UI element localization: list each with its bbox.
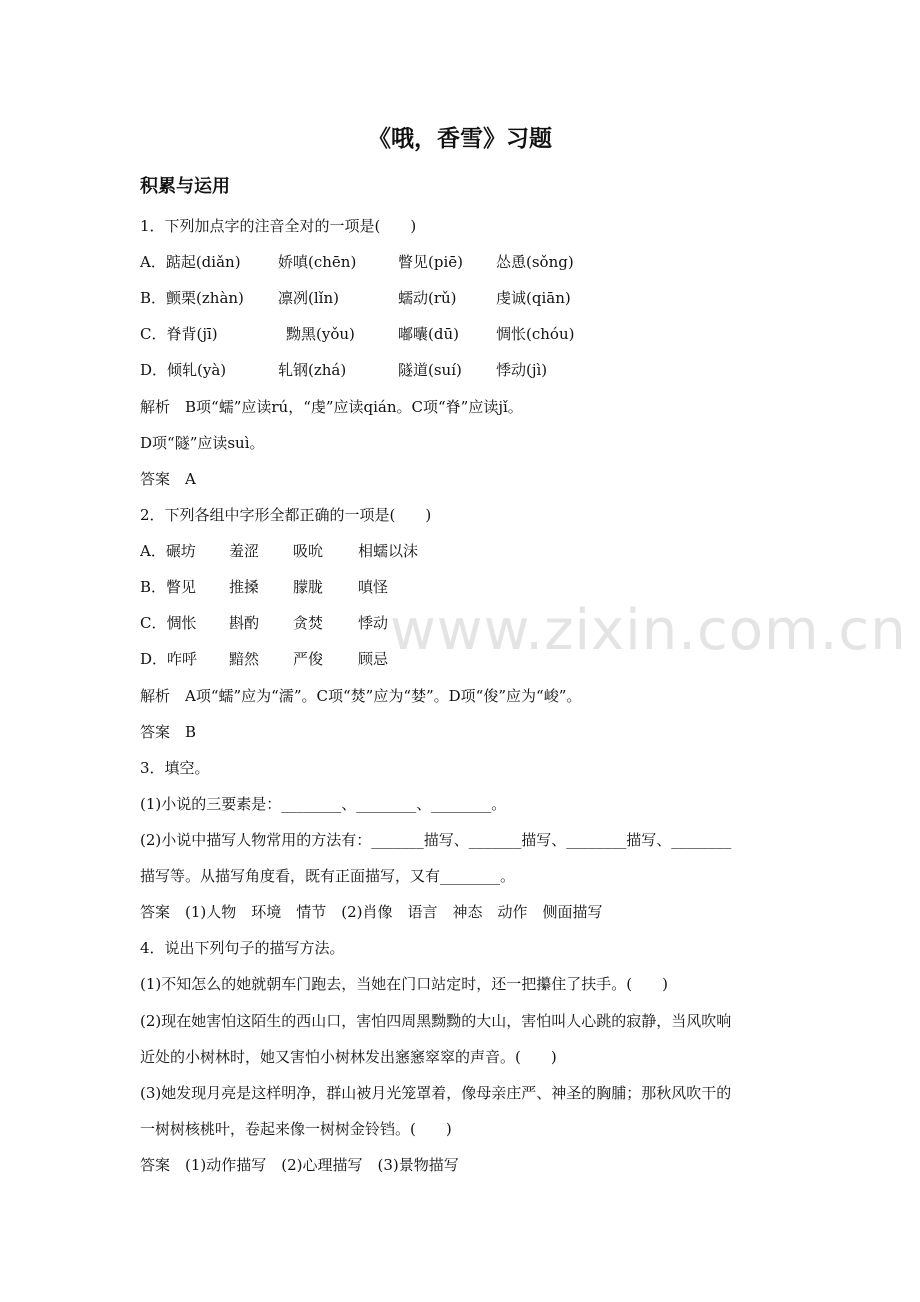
- q4-sentence3-line2: 一树树核桃叶，卷起来像一树树金铃铛。( ): [140, 1120, 452, 1138]
- q1-d-4: 悸动(jì): [496, 361, 548, 379]
- q2-a-1: A．碾坊: [140, 542, 196, 560]
- q1-a-3: 瞥见(piē): [398, 253, 463, 271]
- q2-d-1: D．咋呼: [140, 650, 198, 668]
- section-heading: 积累与运用: [140, 176, 230, 197]
- q1-analysis-line2: D项“隧”应读suì。: [140, 434, 265, 452]
- q3-answer: 答案 (1)人物 环境 情节 (2)肖像 语言 神态 动作 侧面描写: [140, 903, 603, 921]
- q3-part2-line2: 描写等。从描写角度看，既有正面描写，又有________。: [140, 867, 516, 885]
- q2-b-4: 嗔怪: [358, 578, 389, 596]
- page-title: 《哦，香雪》习题: [368, 126, 552, 152]
- q2-answer: 答案 B: [140, 723, 197, 741]
- q2-option-c: [140, 613, 388, 633]
- q1-d-1: D．倾轧(yà): [140, 361, 227, 379]
- q3-part2-line1: (2)小说中描写人物常用的方法有：_______描写、_______描写、________描写、________: [140, 831, 732, 849]
- q4-sentence2-line1: (2)现在她害怕这陌生的西山口，害怕四周黑黝黝的大山，害怕叫人心跳的寂静，当风吹响: [140, 1012, 732, 1030]
- q2-c-2: 斟酌: [229, 614, 260, 632]
- q1-a-4: 怂恿(sǒng): [496, 253, 574, 271]
- q1-a-2: 娇嗔(chēn): [278, 253, 357, 271]
- q1-option-d: [140, 360, 547, 380]
- q1-b-3: 蠕动(rǔ): [398, 289, 457, 307]
- q2-d-2: 黯然: [229, 650, 260, 668]
- q1-c-4: 惆怅(chóu): [496, 325, 575, 343]
- q1-a-1: A．踮起(diǎn): [140, 253, 241, 271]
- q2-stem: 2．下列各组中字形全都正确的一项是( ): [140, 506, 432, 524]
- q2-option-a: [140, 541, 418, 561]
- q1-c-1: C．脊背(jī): [140, 325, 218, 343]
- q2-b-3: 朦胧: [293, 578, 324, 596]
- q2-a-2: 羞涩: [229, 542, 260, 560]
- q1-b-4: 虔诚(qiān): [496, 289, 571, 307]
- q2-b-2: 推搡: [229, 578, 260, 596]
- q3-stem: 3．填空。: [140, 759, 210, 777]
- watermark: www.zixin.com.cn: [390, 598, 907, 663]
- q2-c-3: 贪焚: [293, 614, 324, 632]
- q1-option-b: [140, 288, 571, 308]
- q1-stem: 1．下列加点字的注音全对的一项是( ): [140, 217, 417, 235]
- q1-option-a: [140, 252, 574, 272]
- q3-part1: (1)小说的三要素是：________、________、________。: [140, 795, 507, 813]
- q4-sentence2-line2: 近处的小树林时，她又害怕小树林发出窸窸窣窣的声音。( ): [140, 1048, 557, 1066]
- q2-d-4: 顾忌: [358, 650, 389, 668]
- q2-c-4: 悸动: [358, 614, 389, 632]
- q2-a-3: 吸吮: [293, 542, 324, 560]
- q4-sentence3-line1: (3)她发现月亮是这样明净，群山被月光笼罩着，像母亲庄严、神圣的胸脯；那秋风吹干的: [140, 1084, 732, 1102]
- q4-answer: 答案 (1)动作描写 (2)心理描写 (3)景物描写: [140, 1156, 459, 1174]
- q1-d-3: 隧道(suí): [398, 361, 462, 379]
- q2-a-4: 相蠕以沫: [358, 542, 419, 560]
- q4-stem: 4．说出下列句子的描写方法。: [140, 939, 345, 957]
- q1-c-3: 嘟囔(dū): [398, 325, 459, 343]
- q4-sentence1: (1)不知怎么的她就朝车门跑去，当她在门口站定时，还一把攥住了扶手。( ): [140, 975, 668, 993]
- q1-b-2: 凛冽(lǐn): [278, 289, 339, 307]
- q1-d-2: 轧钢(zhá): [278, 361, 347, 379]
- q1-c-2: 黝黑(yǒu): [286, 325, 355, 343]
- q2-option-b: [140, 577, 388, 597]
- q1-option-c: [140, 324, 574, 344]
- q1-answer: 答案 A: [140, 470, 196, 488]
- q2-analysis: 解析 A项“蠕”应为“濡”。C项“焚”应为“婪”。D项“俊”应为“峻”。: [140, 687, 582, 705]
- q2-d-3: 严俊: [293, 650, 324, 668]
- q2-b-1: B．瞥见: [140, 578, 197, 596]
- q1-b-1: B．颤栗(zhàn): [140, 289, 244, 307]
- q2-option-d: [140, 649, 388, 669]
- q1-analysis-line1: 解析 B项“蠕”应读rú，“虔”应读qián。C项“脊”应读jǐ。: [140, 398, 523, 416]
- q2-c-1: C．惆怅: [140, 614, 197, 632]
